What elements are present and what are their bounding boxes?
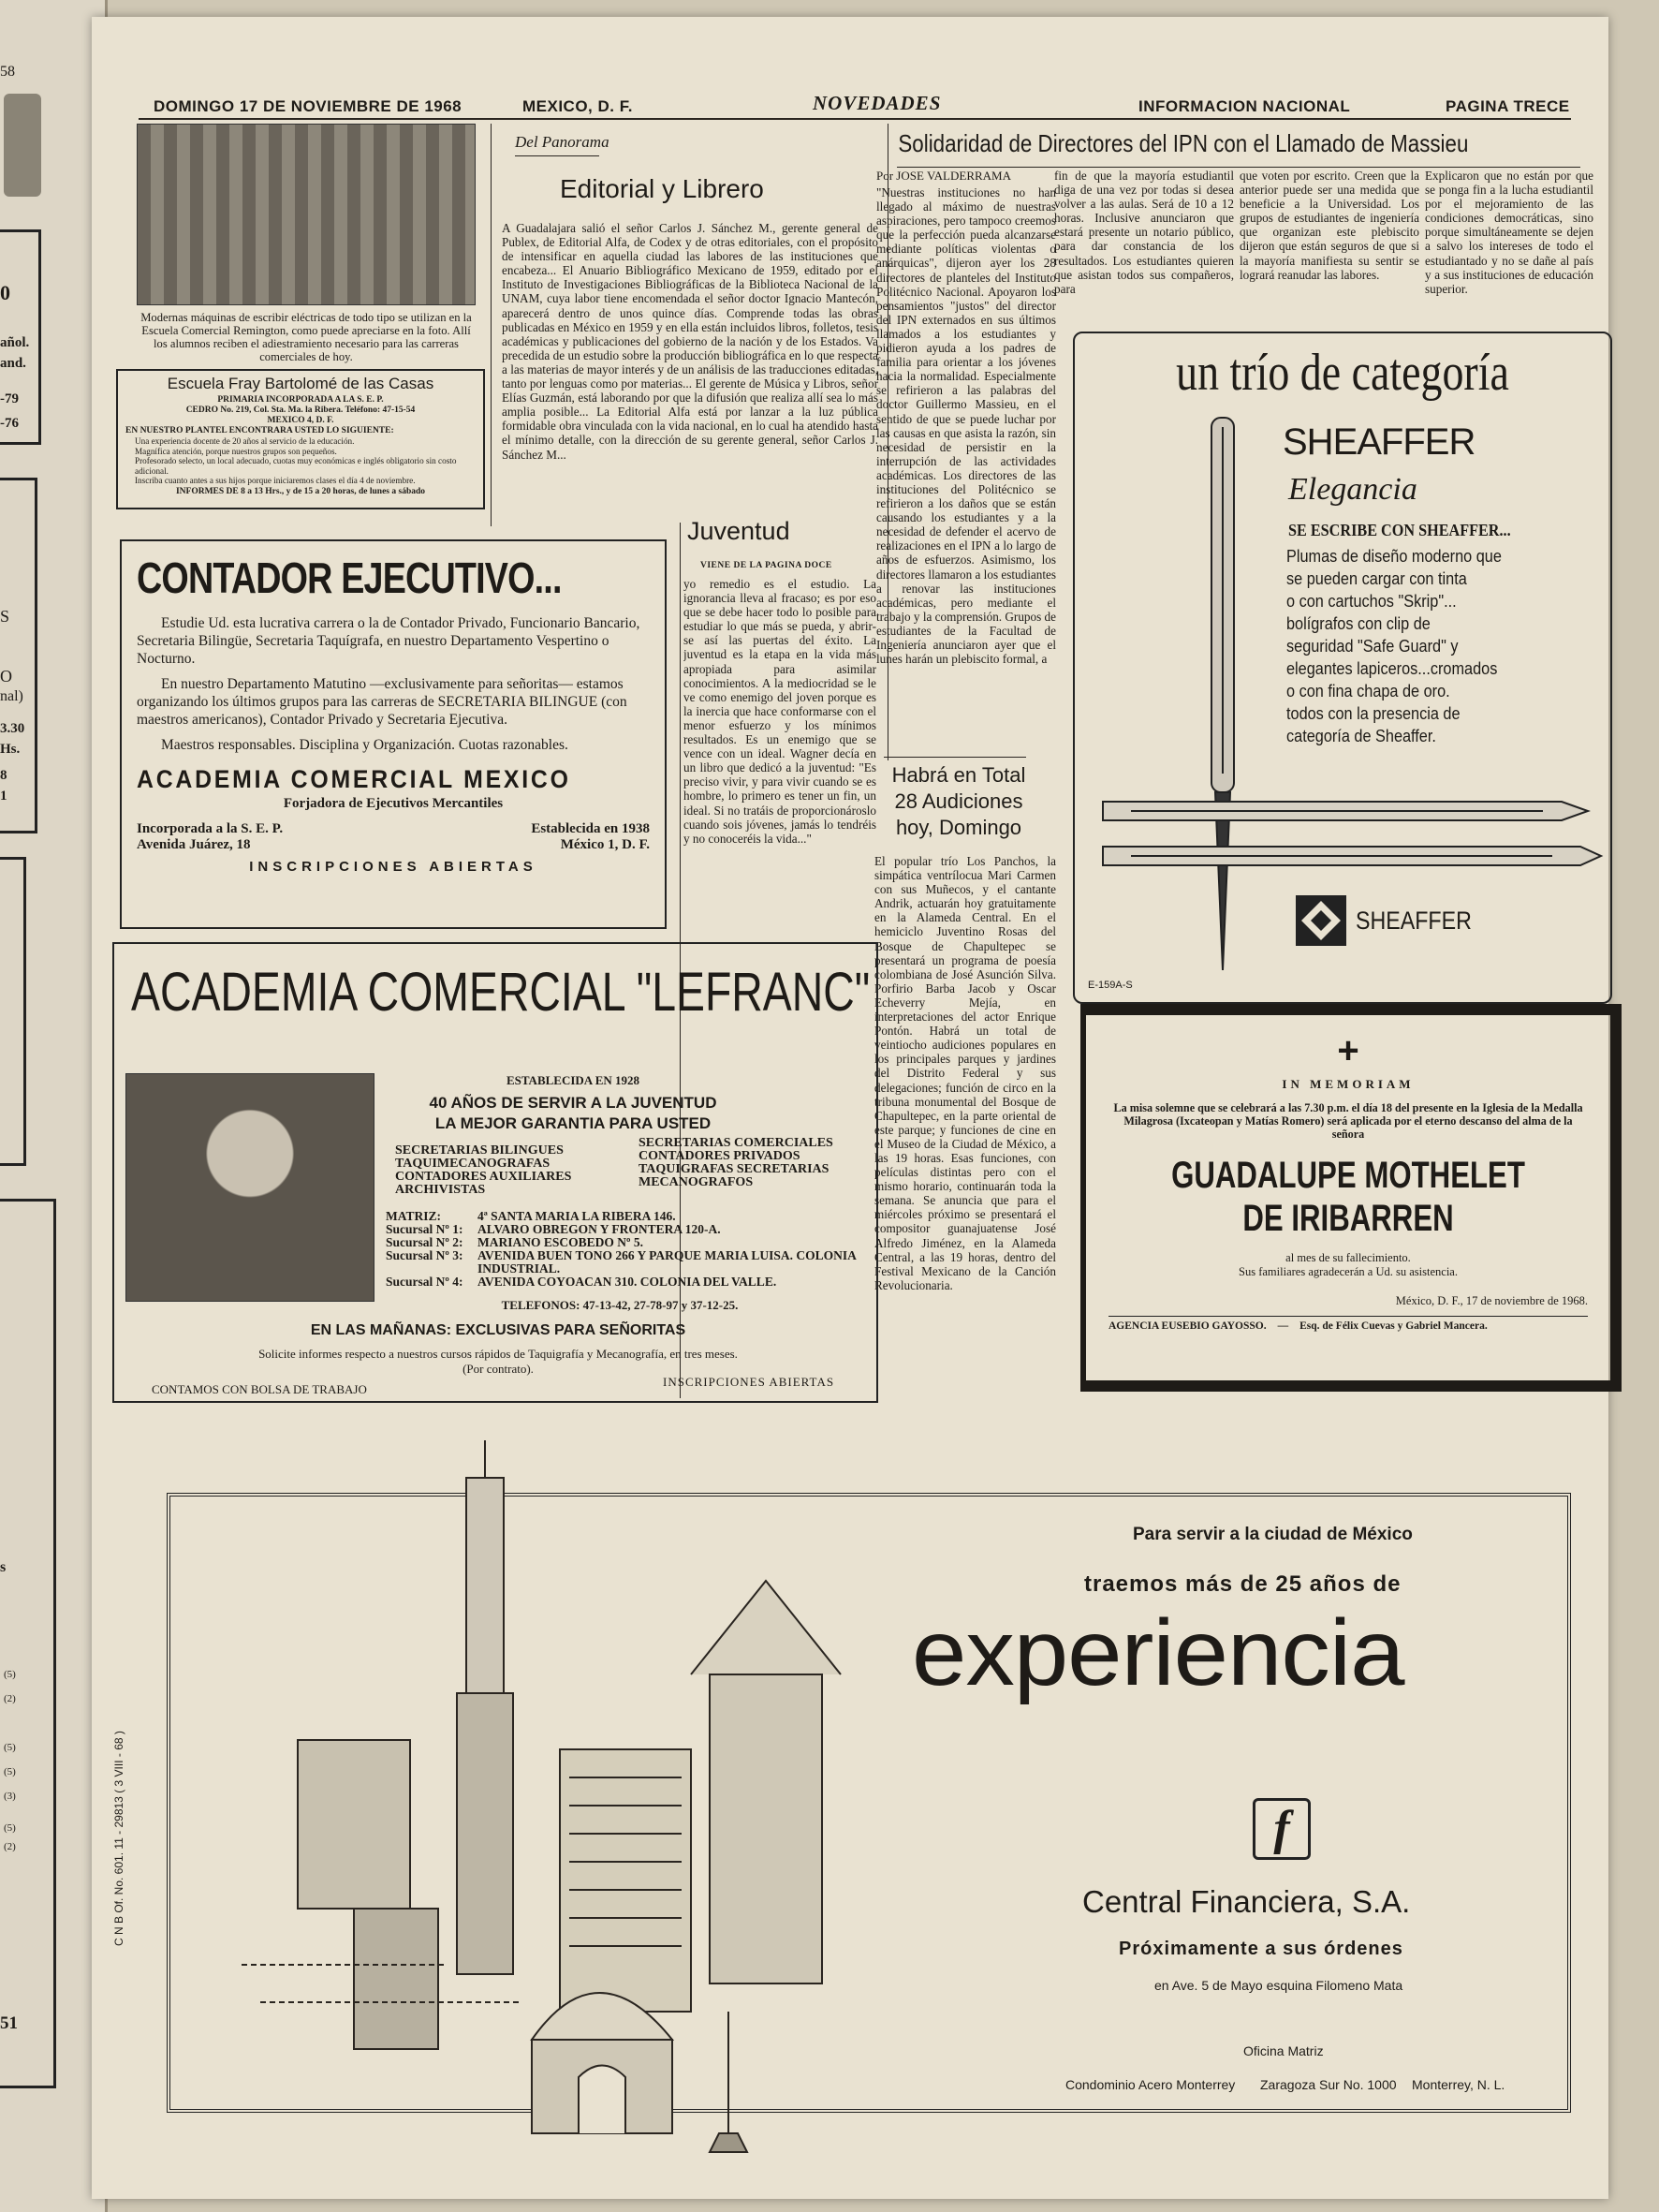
contador-footer: INSCRIPCIONES ABIERTAS	[249, 859, 537, 875]
left-fragment: 0	[0, 281, 10, 304]
left-fragment: and.	[0, 356, 26, 371]
financiera-vertical-note: C N B Of. No. 601. 11 - 29813 ( 3 VIII - 68 )	[112, 1731, 125, 1946]
fray-line: EN NUESTRO PLANTEL ENCONTRARA USTED LO SIGUIENTE:	[125, 426, 394, 435]
sheaffer-tagline: SE ESCRIBE CON SHEAFFER...	[1288, 521, 1511, 539]
section-rule	[884, 757, 1026, 758]
branch-label: Sucursal Nº 4:	[386, 1275, 463, 1289]
career-item: TAQUIGRAFAS SECRETARIAS	[639, 1162, 830, 1176]
left-fragment: (5)	[4, 1669, 16, 1680]
branch-address: ALVARO OBREGON Y FRONTERA 120-A.	[477, 1222, 721, 1236]
audiciones-body: El popular trío Los Panchos, la simpática ventrílocua Mari Carmen con sus Muñecos, y el cantante Andrik, actuarán hoy gratuitamente en la Alameda Central. En el hemiciclo Juventino Rosas del Bosque de Chapultepec se presentará un programa de poesía colombiana de José Asunción Silva. Porfirio Barba Jacob y Oscar Echeverry Mejía, en interpretaciones del actor Enrique Pontón. Habrá un total de veintiocho audiciones populares en los principales parques y jardines del Distrito Federal y sus delegaciones; función de circo en la tribuna monumental del Bosque de Chapultepec, en la parte oriental de este parque; y funciones de cine en el Museo de la Ciudad de México, a las 19 horas. Esas funciones, con películas distintas pero con el mismo horario, continuarán toda la semana. Se anuncia que para el miércoles próximo se presentará el compositor guanajuatense José Alfredo Jiménez, en la Alameda Central, a las 19 horas, dentro del Festival Mexicano de la Canción Revolucionaria.	[874, 854, 1056, 1292]
sheaffer-ad	[1073, 332, 1612, 1004]
sheaffer-line: se pueden cargar con tinta	[1286, 568, 1467, 588]
left-fragment: 3.30	[0, 721, 25, 736]
left-fragment: (2)	[4, 1693, 16, 1704]
ipn-col3: que voten por escrito. Creen que la anterior puede ser una medida que beneficie a la Universidad. Los grupos de estudiantes de ingeniería que organizan este plebiscito dijeron que están seguros de que si la mayoría manifiesta su sentir se logrará reanudar las labores.	[1240, 169, 1419, 282]
left-ad-box	[0, 1199, 56, 2088]
sheaffer-code: E-159A-S	[1088, 980, 1133, 991]
header-rule	[139, 118, 1571, 120]
left-fragment: Hs.	[0, 742, 21, 757]
sheaffer-script: Elegancia	[1288, 472, 1417, 507]
fray-bullet: Profesorado selecto, un local adecuado, cuotas muy económicas e inglés obligatorio sin costo adicional.	[135, 456, 457, 476]
lefranc-established: ESTABLECIDA EN 1928	[506, 1073, 640, 1087]
newspaper-logo: NOVEDADES	[813, 92, 942, 114]
fray-footer: INFORMES DE 8 a 13 Hrs., y de 15 a 20 horas, de lunes a sábado	[175, 486, 426, 496]
remington-caption: Modernas máquinas de escribir eléctricas de todo tipo se utilizan en la Escuela Comercial Remington, como puede apreciarse en la foto. Allí los alumnos reciben el adiestramiento necesario para las carreras comerciales de hoy.	[140, 311, 472, 363]
contador-tagline: Forjadora de Ejecutivos Mercantiles	[283, 796, 504, 811]
fray-bullet: Inscriba cuanto antes a sus hijos porque iniciaremos clases el día 4 de noviembre.	[135, 476, 416, 486]
memoriam-name-line2: DE IRIBARREN	[1242, 1198, 1454, 1239]
left-ad-box	[0, 857, 26, 1166]
woman-portrait-photo	[125, 1073, 374, 1302]
contador-p2: En nuestro Departamento Matutino —exclusivamente para señoritas— estamos organizando los últimos grupos para las carreras de SECRETARIA BILINGUE (con maestros americanos), Contador Privado y Secretaria Ejecutiva.	[137, 676, 627, 728]
left-fragment: -79	[0, 391, 19, 406]
lefranc-mornings: EN LAS MAÑANAS: EXCLUSIVAS PARA SEÑORITAS	[310, 1322, 686, 1338]
memoriam-text: La misa solemne que se celebrará a las 7.30 p.m. el día 18 del presente en la Iglesia de la Medalla Milagrosa (Ixcateopan y Matías Romero) será aplicada por el eterno descanso del alma de la señora	[1113, 1101, 1583, 1141]
cross-icon: +	[1337, 1030, 1359, 1071]
fray-bartolome-ad	[116, 369, 485, 509]
contador-established: Establecida en 1938	[531, 821, 650, 836]
fountain-pen-icon	[1211, 418, 1234, 970]
panorama-title: Editorial y Librero	[560, 174, 764, 203]
left-fragment: S	[0, 607, 10, 626]
newspaper-page	[92, 17, 1608, 2199]
mechanical-pencil-icon	[1103, 847, 1601, 865]
in-memoriam-notice: + IN MEMORIAM La misa solemne que se celebrará a las 7.30 p.m. el día 18 del presente en la Iglesia de la Medalla Milagrosa (Ixcateopan y Matías Romero) será aplicada por el eterno descanso del alma de la señora GUADALUPE MOTHELET DE IRIBARREN al mes de su fallecimiento. Sus familiares agradecerán a Ud. su asistencia. México, D. F., 17 de noviembre de 1968. AGENCIA EUSEBIO GAYOSSO. — Esq. de Félix Cuevas y Gabriel Mancera.	[1080, 1004, 1622, 1392]
branch-label: Sucursal Nº 2:	[386, 1235, 463, 1249]
left-fragment: (5)	[4, 1822, 16, 1834]
financiera-soon: Próximamente a sus órdenes	[1119, 1939, 1403, 1959]
lefranc-title: ACADEMIA COMERCIAL "LEFRANC"	[131, 962, 871, 1023]
fray-line: CEDRO No. 219, Col. Sta. Ma. la Ribera. Teléfono: 47-15-54	[185, 406, 416, 415]
financiera-company: Central Financiera, S.A.	[1082, 1884, 1411, 1919]
left-fragment: (5)	[4, 1766, 16, 1777]
financiera-office-addr1: Condominio Acero Monterrey	[1065, 2077, 1236, 2092]
financiera-office-addr2: Zaragoza Sur No. 1000	[1260, 2077, 1397, 2092]
fray-bullet: Una experiencia docente de 20 años al servicio de la educación.	[135, 436, 355, 446]
career-item: TAQUIMECANOGRAFAS	[395, 1157, 551, 1171]
contador-address: Avenida Juárez, 18	[137, 837, 251, 852]
branch-label: MATRIZ:	[386, 1209, 441, 1223]
left-fragment: -76	[0, 416, 19, 431]
lefranc-inscripciones: INSCRIPCIONES ABIERTAS	[663, 1375, 835, 1389]
juventud-body: yo remedio es el estudio. La ignorancia lleva al fracaso; es por eso que se debe hacer todo lo posible para estudiar lo que más se pueda, y abrir-se así las puertas del éxito. La juventud es la etapa en la vida más apropiada para asimilar conocimientos. A la mediocridad se le ve como enemigo del joven porque es la inercia que hace conformarse con el menor esfuerzo y los mínimos resultados. Es un enemigo que se vence con un ideal. Wagner decía en un libro que dedicó a la juventud: "Es preciso vivir, y para vivir cuando se es hombre, lo primero es tener un fin, un ideal. Si no tratáis de proporcionároslo cuando sois jóvenes, jamás lo tendréis y no conoceréis la vida..."	[683, 577, 876, 846]
panorama-kicker: Del Panorama	[515, 133, 609, 151]
career-item: CONTADORES PRIVADOS	[639, 1149, 800, 1163]
mexico-city-skyline-illustration	[167, 1440, 916, 2180]
left-fragment: s	[0, 1559, 7, 1575]
pens-illustration	[1075, 333, 1614, 1006]
left-fragment: 51	[0, 2013, 18, 2033]
contador-p1: Estudie Ud. esta lucrativa carrera o la de Contador Privado, Funcionario Bancario, Secretaria Bilingüe, Secretaria Taquígrafa, en nuestro Departamento Vespertino o Nocturno.	[137, 615, 640, 667]
financiera-office-city: Monterrey, N. L.	[1412, 2077, 1505, 2092]
sheaffer-line: todos con la presencia de	[1286, 703, 1461, 723]
ballpoint-pen-icon	[1103, 802, 1588, 820]
lefranc-bolsa: CONTAMOS CON BOLSA DE TRABAJO	[152, 1382, 367, 1396]
contador-academy: ACADEMIA COMERCIAL MEXICO	[137, 765, 571, 793]
career-item: SECRETARIAS COMERCIALES	[639, 1136, 833, 1150]
sheaffer-logo-text: SHEAFFER	[1356, 907, 1472, 935]
lefranc-ad	[112, 942, 878, 1403]
sheaffer-headline: un trío de categoría	[1176, 344, 1509, 402]
ipn-byline: Por JOSE VALDERRAMA	[876, 169, 1011, 183]
lefranc-phones: TELEFONOS: 47-13-42, 27-78-97 y 37-12-25.	[501, 1298, 739, 1312]
contador-p3: Maestros responsables. Disciplina y Organización. Cuotas razonables.	[161, 737, 568, 753]
branch-address: AVENIDA BUEN TONO 266 Y PARQUE MARIA LUISA. COLONIA INDUSTRIAL.	[477, 1248, 857, 1276]
headline-rule	[897, 167, 1580, 168]
header-section: INFORMACION NACIONAL	[1138, 97, 1351, 115]
left-fragment: 8	[0, 768, 7, 783]
ipn-col1: "Nuestras instituciones no han llegado al máximo de nuestras aspiraciones, pero tampoco creemos que la perfección pueda alcanzarse mediante políticas violentas o anárquicas", dijeron ayer los 28 directores de planteles del Instituto Politécnico Nacional. Apoyaron los pensamientos "justos" del director del IPN externados en sus últimos llamados a los estudiantes y pidieron ayuda a los padres de familia para orientar a los jóvenes hacia la normalidad. Especialmente se refirieron a las palabras del doctor Guillermo Massieu, en el sentido de que se puede luchar por las causas en que asista la razón, sin necesidad de persistir en la interrupción de las actividades académicas. Los directores de las instituciones del Politécnico se refirieron a los daños que se están causando los estudiantes y a la necesidad de defender el acervo de realizaciones en el IPN a lo largo de años de esfuerzos. Asimismo, los directores llamaron a los estudiantes a renovar las instituciones académicas, pero mediante el trabajo y la comprensión. Grupos de estudiantes de la Facultad de Ingeniería anunciaron ayer que el lunes harán un plebiscito formal, a	[876, 185, 1056, 667]
branch-address: MARIANO ESCOBEDO Nº 5.	[477, 1235, 643, 1249]
financiera-line2: traemos más de 25 años de	[1084, 1571, 1402, 1597]
lefranc-slogan1: 40 AÑOS DE SERVIR A LA JUVENTUD	[429, 1094, 717, 1112]
sheaffer-logo-icon	[1296, 895, 1346, 946]
header-page: PAGINA TRECE	[1446, 97, 1570, 115]
central-financiera-logo-icon: f	[1253, 1798, 1311, 1860]
sheaffer-line: bolígrafos con clip de	[1286, 613, 1431, 633]
memoriam-agency-addr: Esq. de Félix Cuevas y Gabriel Mancera.	[1299, 1320, 1488, 1332]
career-item: SECRETARIAS BILINGUES	[395, 1143, 564, 1158]
financiera-office: Oficina Matriz	[1243, 2043, 1324, 2058]
memoriam-date: México, D. F., 17 de noviembre de 1968.	[1395, 1294, 1588, 1307]
sheaffer-line: elegantes lapiceros...cromados	[1286, 658, 1498, 678]
fray-line: MEXICO 4, D. F.	[267, 416, 334, 425]
financiera-address: en Ave. 5 de Mayo esquina Filomeno Mata	[1154, 1978, 1403, 1993]
contador-incorporada: Incorporada a la S. E. P.	[137, 821, 284, 836]
lefranc-contract: (Por contrato).	[462, 1362, 534, 1376]
sheaffer-line: seguridad "Safe Guard" y	[1286, 636, 1459, 656]
left-fragment: añol.	[0, 335, 30, 350]
ipn-col4: Explicaron que no están por que se ponga fin a la lucha estudiantil por el mejoramiento de las condiciones democráticas, sino porque simultáneamente se dejen a salvo los intereses de todo el estudiantado y no se dañe al país y a sus instituciones de educación superior.	[1425, 169, 1593, 296]
career-item: CONTADORES AUXILIARES	[395, 1170, 572, 1184]
branch-label: Sucursal Nº 1:	[386, 1222, 463, 1236]
fray-bullet: Magnífica atención, porque nuestros grupos son pequeños.	[135, 446, 337, 456]
kicker-rule	[515, 155, 599, 156]
column-rule	[491, 124, 492, 526]
header-city: MEXICO, D. F.	[522, 97, 633, 115]
audiciones-title: Habrá en Total 28 Audiciones hoy, Domingo	[891, 763, 1026, 839]
juventud-sub: VIENE DE LA PAGINA DOCE	[700, 561, 832, 570]
branch-label: Sucursal Nº 3:	[386, 1248, 463, 1262]
lefranc-courses: Solicite informes respecto a nuestros cursos rápidos de Taquigrafía y Mecanografía, en tres meses.	[258, 1347, 738, 1361]
left-fragment: (3)	[4, 1791, 16, 1802]
contador-title: CONTADOR EJECUTIVO...	[137, 553, 562, 602]
sheaffer-line: categoría de Sheaffer.	[1286, 726, 1436, 745]
panorama-body: A Guadalajara salió el señor Carlos J. Sánchez M., gerente general de Publex, de Editorial Alfa, de Codex y de otras editoriales, con el propósito de intensificar en aquella ciudad las labores de las instituciones que encabeza... El Anuario Bibliográfico Mexicano de 1959, editado por el Instituto de Investigaciones Bibliográficas de la Biblioteca Nacional de la UNAM, cuya labor tiene encomendada el señor doctor Ignacio Mantecón, aparecerá dentro de unos quince días. Comprende todas las obras publicadas en México en 1959 y en ella están incluidos libros, folletos, tesis académicas y publicaciones del gobierno de la nación y de los Estados. Va precedida de un estudio sobre la producción bibliográfica en lo que respecta a las materias de mayor interés y de un análisis de las traducciones editadas, tanto por lenguas como por materias... El gerente de Música y Libros, señor Elías Guzmán, está laborando por que la difusión que realiza allí sea lo más amplia posible... La Editorial Alfa está por lanzar a la luz pública formidable obra vinculada con la vida nacional, en lo cual ha atendido hasta el mínimo detalle, con la dirección de su gerente general, señor Carlos J. Sánchez M...	[502, 221, 878, 462]
career-item: ARCHIVISTAS	[395, 1183, 486, 1197]
left-fragment: O	[0, 667, 12, 686]
contador-ejecutivo-ad	[120, 539, 667, 929]
left-fragment: 58	[0, 64, 15, 80]
left-fragment: nal)	[0, 688, 23, 704]
branch-address: AVENIDA COYOACAN 310. COLONIA DEL VALLE.	[477, 1275, 777, 1289]
fray-title: Escuela Fray Bartolomé de las Casas	[167, 375, 434, 392]
ipn-headline: Solidaridad de Directores del IPN con el Llamado de Massieu	[898, 129, 1469, 157]
left-fragment: (5)	[4, 1742, 16, 1753]
financiera-line1: Para servir a la ciudad de México	[1133, 1525, 1413, 1544]
contador-city: México 1, D. F.	[560, 837, 650, 852]
left-fragment: 1	[0, 789, 7, 804]
sheaffer-brand: SHEAFFER	[1283, 421, 1475, 463]
sheaffer-line: Plumas de diseño moderno que	[1286, 546, 1502, 566]
memoriam-agency: AGENCIA EUSEBIO GAYOSSO.	[1108, 1320, 1267, 1332]
juventud-title: Juventud	[687, 517, 790, 545]
memoriam-after1: al mes de su fallecimiento.	[1285, 1251, 1411, 1264]
fray-line: PRIMARIA INCORPORADA A LA S. E. P.	[217, 395, 384, 405]
branch-address: 4ª SANTA MARIA LA RIBERA 146.	[477, 1209, 676, 1223]
lefranc-slogan2: LA MEJOR GARANTIA PARA USTED	[434, 1114, 712, 1132]
header-date: DOMINGO 17 DE NOVIEMBRE DE 1968	[154, 97, 462, 115]
sheaffer-line: o con fina chapa de oro.	[1286, 681, 1450, 700]
left-fragment: (2)	[4, 1841, 16, 1852]
memoriam-after2: Sus familiares agradecerán a Ud. su asistencia.	[1239, 1265, 1458, 1278]
memoriam-heading: IN MEMORIAM	[1282, 1077, 1415, 1091]
career-item: MECANOGRAFOS	[639, 1175, 754, 1189]
memoriam-name-line1: GUADALUPE MOTHELET	[1171, 1155, 1525, 1196]
sheaffer-line: o con cartuchos "Skrip"...	[1286, 591, 1457, 611]
skyline-icon	[242, 1440, 841, 2152]
ipn-col2: fin de que la mayoría estudiantil diga de una vez por todas si desea volver a las aulas. Será de 10 a 12 horas. Inclusive anunciaron que estará presente un notario público, para dar constancia de los resultados. Los estudiantes quieren que asistan todos sus compañeros, para	[1054, 169, 1234, 296]
typewriters-photo	[137, 124, 476, 305]
left-photo-fragment	[4, 94, 41, 197]
financiera-big: experiencia	[912, 1600, 1404, 1705]
